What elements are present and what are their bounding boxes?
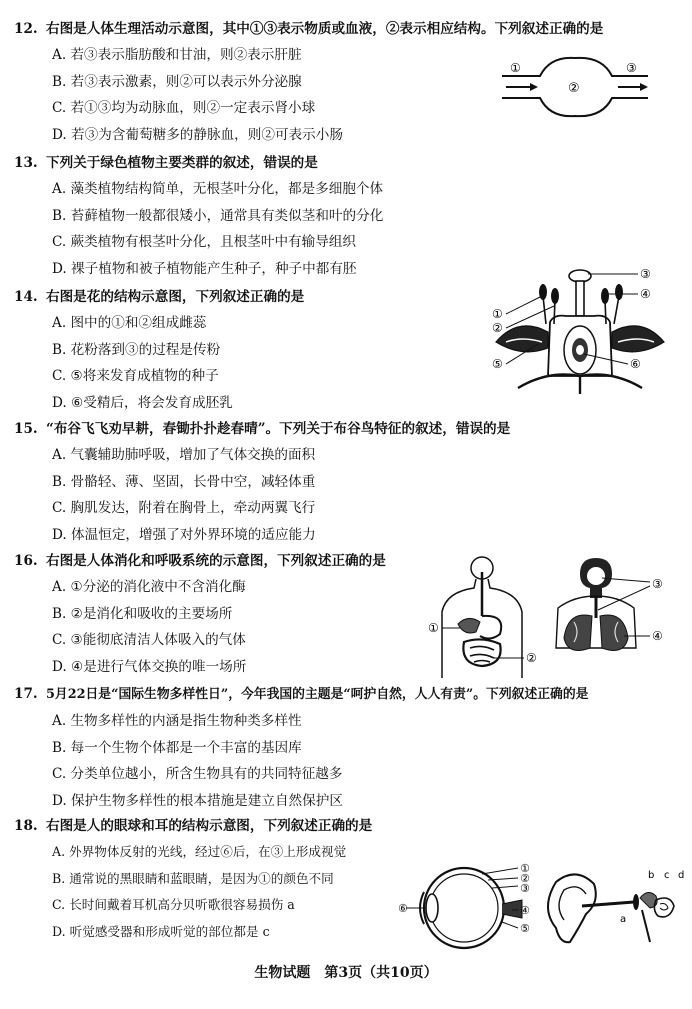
question-number: 18. [14, 818, 38, 834]
question-18 [14, 813, 372, 945]
option-b[interactable]: B. 通常说的黑眼睛和蓝眼睛，是因为①的颜色不同 [52, 870, 334, 886]
option-d[interactable]: D. ④是进行气体交换的唯一场所 [52, 658, 247, 675]
question-stem: 右图是人的眼球和耳的结构示意图，下列叙述正确的是 [46, 818, 373, 834]
option-b[interactable]: B. 若③表示激素，则②可以表示外分泌腺 [52, 73, 302, 90]
label-b: b [648, 870, 655, 881]
question-16 [14, 548, 386, 680]
question-number: 16. [14, 553, 38, 569]
option-d[interactable]: D. ⑥受精后，将会发育成胚乳 [52, 394, 233, 411]
label-d: d [678, 870, 685, 881]
option-c[interactable]: C. 长时间戴着耳机高分贝听歌很容易损伤 a [52, 897, 295, 913]
option-c[interactable]: C. ③能彻底清洁人体吸入的气体 [52, 632, 246, 649]
label-5: ⑤ [492, 357, 503, 371]
label-6: ⑥ [630, 357, 641, 371]
label-1: ① [520, 862, 530, 875]
label-4: ④ [520, 904, 530, 917]
question-number: 14. [14, 289, 38, 305]
question-number: 15. [14, 421, 38, 437]
option-b[interactable]: B. 花粉落到③的过程是传粉 [52, 341, 221, 358]
label-6: ⑥ [398, 902, 408, 915]
option-a[interactable]: A. 藻类植物结构简单，无根茎叶分化，都是多细胞个体 [52, 181, 384, 198]
option-c[interactable]: C. 蕨类植物有根茎叶分化，且根茎叶中有输导组织 [52, 234, 357, 251]
question-17 [14, 681, 588, 814]
option-d[interactable]: D. 听觉感受器和形成听觉的部位都是 c [52, 923, 270, 939]
option-a[interactable]: A. 若③表示脂肪酸和甘油，则②表示肝脏 [52, 47, 302, 64]
option-b[interactable]: B. 苔藓植物一般都很矮小，通常具有类似茎和叶的分化 [52, 207, 384, 224]
question-number: 12. [14, 21, 38, 37]
option-a[interactable]: A. 图中的①和②组成雌蕊 [52, 315, 207, 332]
question-number: 17. [14, 686, 38, 702]
question-15 [14, 416, 510, 548]
option-a[interactable]: A. 气囊辅助肺呼吸，增加了气体交换的面积 [52, 447, 316, 464]
option-d[interactable]: D. 保护生物多样性的根本措施是建立自然保护区 [52, 792, 343, 809]
option-c[interactable]: C. 胸肌发达，附着在胸骨上，牵动两翼飞行 [52, 500, 316, 517]
label-1: ① [428, 621, 439, 635]
label-3: ③ [626, 61, 637, 75]
option-c[interactable]: C. 分类单位越小，所含生物具有的共同特征越多 [52, 766, 343, 783]
label-c: c [664, 870, 670, 881]
page-footer: 生物试题 第3页（共10页） [254, 965, 438, 981]
question-number: 13. [14, 155, 38, 171]
label-3: ③ [652, 577, 663, 591]
label-2: ② [568, 81, 580, 96]
option-d[interactable]: D. 裸子植物和被子植物能产生种子，种子中都有胚 [52, 260, 357, 277]
option-b[interactable]: B. ②是消化和吸收的主要场所 [52, 605, 233, 622]
option-d[interactable]: D. 若③为含葡萄糖多的静脉血，则②可表示小肠 [52, 126, 343, 143]
question-stem: 右图是人体消化和呼吸系统的示意图，下列叙述正确的是 [46, 553, 386, 569]
question-stem: “布谷飞飞劝早耕，春锄扑扑趁春晴”。下列关于布谷鸟特征的叙述，错误的是 [46, 421, 511, 437]
label-1: ① [510, 61, 521, 75]
q16-body-systems-diagram [424, 552, 674, 680]
q14-flower-diagram [488, 266, 688, 396]
label-4: ④ [640, 287, 651, 301]
option-c[interactable]: C. 若①③均为动脉血，则②一定表示肾小球 [52, 100, 316, 117]
label-3: ③ [640, 267, 651, 281]
question-13 [14, 150, 383, 282]
option-b[interactable]: B. 骨骼轻、薄、坚固，长骨中空，减轻体重 [52, 473, 316, 490]
question-stem: 5月22日是“国际生物多样性日”，今年我国的主题是“呵护自然，人人有责”。下列叙述正确的是 [46, 687, 589, 702]
label-4: ④ [652, 629, 663, 643]
question-stem: 下列关于绿色植物主要类群的叙述，错误的是 [46, 155, 318, 171]
option-d[interactable]: D. 体温恒定，增强了对外界环境的适应能力 [52, 526, 316, 543]
label-2: ② [492, 321, 503, 335]
option-a[interactable]: A. ①分泌的消化液中不含消化酶 [52, 579, 246, 596]
option-a[interactable]: A. 外界物体反射的光线，经过⑥后，在③上形成视觉 [52, 844, 347, 860]
label-2: ② [520, 872, 530, 885]
question-stem: 右图是花的结构示意图，下列叙述正确的是 [46, 289, 305, 305]
label-a: a [620, 914, 627, 925]
q18-eye-ear-diagram [398, 862, 688, 952]
label-2: ② [526, 651, 537, 665]
option-c[interactable]: C. ⑤将来发育成植物的种子 [52, 368, 219, 385]
label-3: ③ [520, 882, 530, 895]
label-1: ① [492, 307, 503, 321]
q12-vessel-diagram [500, 56, 650, 118]
label-5: ⑤ [520, 922, 530, 935]
question-14 [14, 284, 304, 416]
option-b[interactable]: B. 每一个生物个体都是一个丰富的基因库 [52, 739, 302, 756]
option-a[interactable]: A. 生物多样性的内涵是指生物种类多样性 [52, 713, 302, 730]
question-stem: 右图是人体生理活动示意图，其中①③表示物质或血液，②表示相应结构。下列叙述正确的是 [46, 21, 604, 37]
